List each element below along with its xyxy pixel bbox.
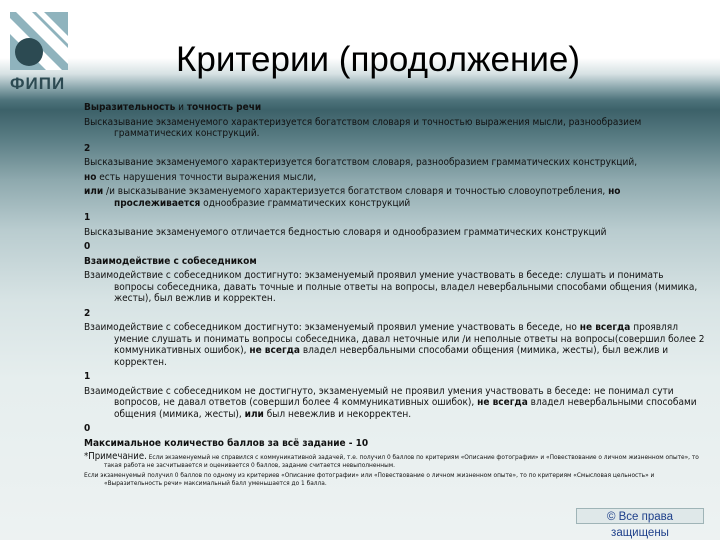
slide-title: Критерии (продолжение) — [176, 40, 580, 79]
criterion-text: Высказывание экзаменуемого характеризуется богатством словаря и точностью выражения мысли, разнообразием грамматических конструкций. — [84, 116, 642, 139]
score-value: 2 — [84, 307, 91, 319]
criterion-heading-interaction: Взаимодействие с собеседником — [84, 255, 257, 267]
footnote-text: Если экзаменуемый получил 0 баллов по одному из критериев «Описание фотографии» или «Повествование о личном жизненном опыте», то по критериям «Смысловая цельность» и «Выразительность речи» максимальный балл уменьшается до 1 балла. — [84, 471, 655, 487]
score-value: 1 — [84, 212, 91, 223]
footnote-label: *Примечание. — [84, 451, 147, 462]
logo-text: ФИПИ — [10, 74, 66, 93]
criterion-text: Высказывание экзаменуемого характеризуется богатством словаря, разнообразием грамматических конструкций, — [84, 157, 638, 168]
score-value: 0 — [84, 423, 91, 434]
logo-emblem — [10, 12, 68, 70]
logo-emblem-icon — [10, 12, 68, 70]
copyright-badge: © Все права защищены — [576, 508, 704, 524]
score-value: 2 — [84, 142, 91, 154]
criterion-text: но есть нарушения точности выражения мысли, — [84, 171, 317, 183]
max-score: Максимальное количество баллов за всё задание - 10 — [84, 437, 369, 449]
score-value: 1 — [84, 371, 91, 382]
criterion-text: или /и высказывание экзаменуемого характеризуется богатством словаря и точностью словоупотребления, но прослеживается однообразие грамматических конструкций — [84, 186, 621, 209]
criterion-text: Взаимодействие с собеседником достигнуто: экзаменуемый проявил умение участвовать в беседе: слушать и понимать вопросы собеседника, давать точные и полные ответы на вопросы, владел невербальными способами общения (мимика, жесты), был вежлив и корректен. — [84, 270, 698, 304]
criterion-text: Взаимодействие с собеседником не достигнуто, экзаменуемый не проявил умения участвовать в беседе: не понимал сути вопросов, не давал ответов (совершил более 4 коммуникативных ошибок), не всегда владел невербальными способами общения (мимика, жесты), или был невежлив и некорректен. — [84, 385, 697, 420]
fipi-logo — [10, 12, 68, 93]
footnote — [84, 453, 706, 487]
criterion-heading-expressiveness: Выразительность и точность речи — [84, 102, 262, 113]
criterion-text: Взаимодействие с собеседником достигнуто: экзаменуемый проявил умение участвовать в беседе, но не всегда проявлял умение слушать и понимать вопросы собеседника, давал неточные или /и неполные ответы на вопросы(совершил более 2 коммуникативных ошибок), не всегда владел невербальными способами общения (мимика, жесты), был вежлив и корректен. — [84, 322, 705, 368]
footnote-text: *Примечание. Если экзаменуемый не справился с коммуникативной задачей, т.е. получил 0 баллов по критериям «Описание фотографии» и «Повествование о личном жизненном опыте», то такая работа не засчитывается и оценивается 0 баллов, задание считается невыполненным. — [84, 451, 699, 469]
criteria-content — [84, 102, 706, 489]
criterion-text: Высказывание экзаменуемого отличается бедностью словаря и однообразием грамматических конструкций — [84, 226, 607, 238]
score-value: 0 — [84, 241, 91, 252]
